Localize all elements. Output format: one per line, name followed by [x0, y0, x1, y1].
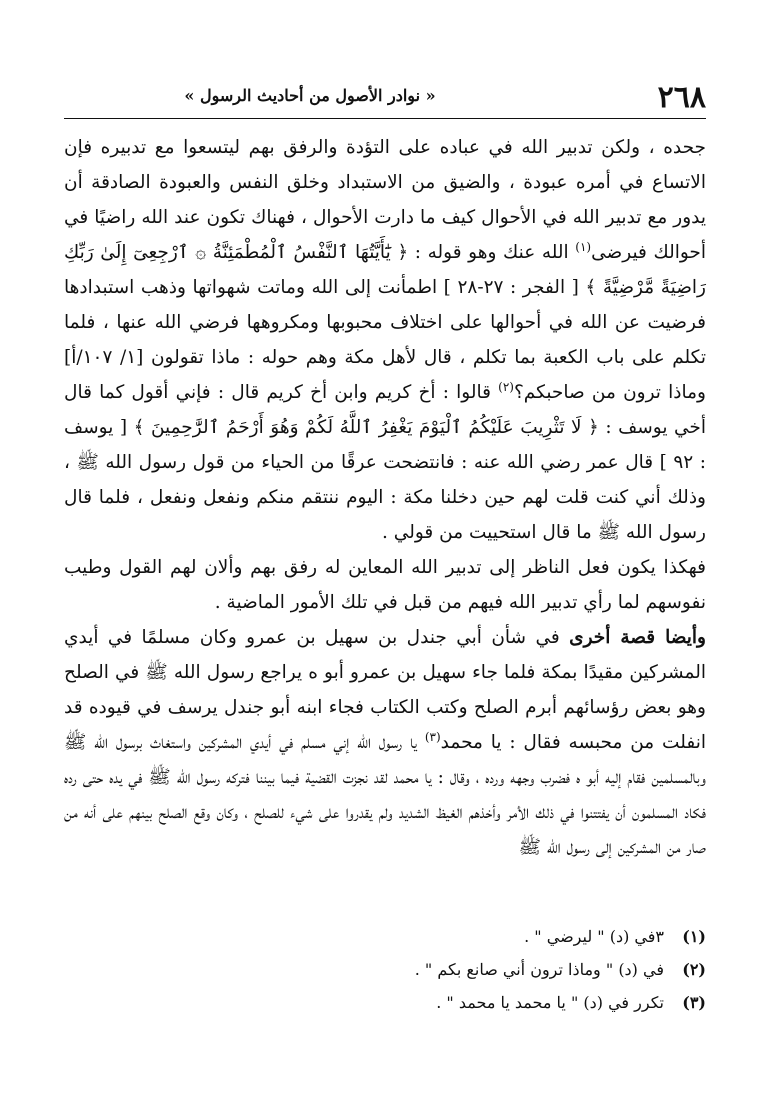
page-number: ٢٦٨ [657, 80, 706, 115]
footnote-text: ٣في (د) " ليرضي " . [524, 927, 664, 946]
paragraph-2 [64, 550, 706, 620]
paragraph-3-lead: وأيضا قصة أخرى [569, 627, 706, 648]
paragraph-1-text-c: قالوا : أخ كريم وابن أخ كريم قال : فإني أقول كما قال أخي يوسف : ﴿ لَا تَثْرِيبَ عَلَيْكُمُ ٱلْيَوْمَ يَغْفِرُ ٱللَّهُ لَكُمْ وَهُوَ أَرْحَمُ ٱلرَّٰحِمِينَ ﴾ [ يوسف : ٩٢ ] قال عمر رضي الله عنه : فانتضحت عرقًا من الحياء من قول رسول الله ﷺ ، وذلك أني كنت قلت لهم حين دخلنا مكة : اليوم ننتقم منكم ونفعل ونفعل ، فلما قال رسول الله ﷺ ما قال استحييت من قولي . [64, 382, 706, 543]
footnote-number: (١) [682, 927, 706, 946]
footnote-1 [64, 920, 706, 953]
footnote-ref-2: (٢) [498, 379, 514, 394]
paragraph-3-text-a: في شأن أبي جندل بن سهيل بن عمرو وكان مسلمًا في أيدي المشركين مقيدًا بمكة فلما جاء سهيل بن عمرو أبو ه يراجع رسول الله ﷺ في الصلح وهو بعض رؤسائهم أبرم الصلح وكتب الكتاب فجاء ابنه أبو جندل يرسف في قيوده قد انفلت من محبسه فقال : يا محمد [64, 627, 706, 753]
footnote-ref-3: (٣) [424, 729, 441, 744]
footnote-text: تكرر في (د) " يا محمد يا محمد " . [436, 993, 664, 1012]
footnote-number: (٢) [682, 960, 706, 979]
page-header [64, 78, 706, 119]
running-title: « نوادر الأصول من أحاديث الرسول » [184, 86, 436, 105]
paragraph-2-text: فهكذا يكون فعل الناظر إلى تدبير الله المعاين له رفق بهم وألان لهم القول وطيب نفوسهم لما رأي تدبير الله فيهم من قبل في تلك الأمور الماضية . [64, 557, 706, 613]
paragraph-1-text-b: الله عنك وهو قوله : ﴿ يَٰٓأَيَّتُهَا ٱلنَّفْسُ ٱلْمُطْمَئِنَّةُ ۞ ٱرْجِعِىٓ إِلَىٰ رَبِّكِ رَاضِيَةً مَّرْضِيَّةً ﴾ [ الفجر : ٢٧-٢٨ ] اطمأنت إلى الله وماتت شهواتها وذهب استبدادها فرضيت عن الله في أحوالها على اختلاف محبوبها ومكروهها فرضي الله عنها ، فلما تكلم على باب الكعبة بما تكلم ، قال لأهل مكة وهم حوله : ماذا تقولون [١/ ١٠٧/أ] وماذا ترون من صاحبكم؟ [64, 242, 706, 403]
main-text [64, 130, 706, 865]
footnote-text: في (د) " وماذا ترون أني صانع بكم " . [414, 960, 664, 979]
footnote-2 [64, 953, 706, 986]
footnotes [64, 920, 706, 1019]
footnote-ref-1: (١) [575, 239, 592, 254]
paragraph-3 [64, 620, 706, 865]
paragraph-1 [64, 130, 706, 550]
footnote-3 [64, 986, 706, 1019]
paragraph-1-text-a: جحده ، ولكن تدبير الله في عباده على التؤدة والرفق بهم ليتسعوا مع تدبيره فإن الاتساع في أمره عبودة ، والضيق من الاستبداد وخلق النفس والعبودة الصادقة أن يدور مع تدبير الله في الأحوال كيف ما دارت الأحوال ، فهناك تكون عند الله راضيًا في أحوالك فيرضى [64, 137, 706, 263]
footnote-number: (٣) [682, 993, 706, 1012]
paragraph-3-text-b: يا رسول الله إني مسلم في أيدي المشركين واستغاث برسول الله ﷺ وبالمسلمين فقام إليه أبو ه فضرب وجهه ورده ، وقال : يا محمد لقد نجزت القضية فيما بيننا فتركه رسول الله ﷺ في يده حتى رده فكاد المسلمون أن يفتتنوا في ذلك الأمر وأخذهم الغيظ الشديد ولم يقدروا على شيء للصلح ، وكان وقع الصلح بينهم على أنه من صار من المشركين إلى رسول الله ﷺ [64, 732, 706, 858]
